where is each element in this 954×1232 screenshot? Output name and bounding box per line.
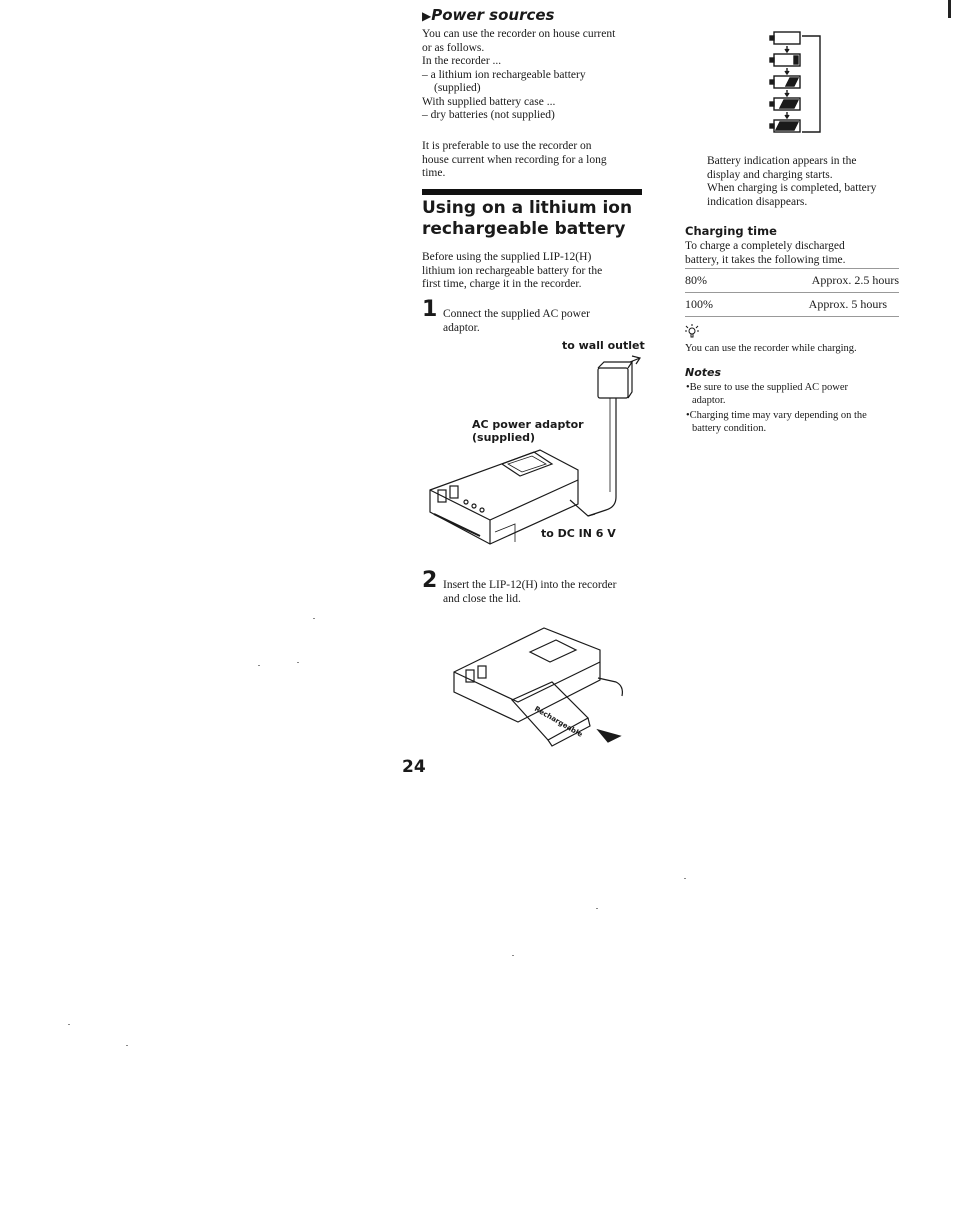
label-dc-in: to DC IN 6 V [541, 527, 616, 540]
intro-line: With supplied battery case ... [422, 95, 556, 108]
tip-text: You can use the recorder while charging. [685, 343, 857, 354]
preference-paragraph [422, 140, 652, 181]
step-1-text [443, 308, 653, 335]
intro-line: In the recorder ... [422, 55, 502, 67]
step-2-number: 2 [422, 568, 438, 593]
step-1-line: adaptor. [443, 321, 480, 334]
preference-line: time. [422, 167, 446, 179]
page-edge-mark [948, 0, 951, 18]
preference-line: It is preferable to use the recorder on [422, 140, 592, 152]
battery-three-bar-icon [770, 98, 800, 110]
before-line: lithium ion rechargeable battery for the [422, 264, 603, 277]
notes-title: Notes [685, 366, 722, 379]
scan-speck [126, 1045, 128, 1046]
section-label-text: Power sources [431, 6, 555, 24]
scan-speck [258, 665, 260, 666]
step-1-line: Connect the supplied AC power [443, 308, 590, 320]
charging-paragraph [685, 240, 905, 267]
battery-line: indication disappears. [707, 195, 808, 208]
table-cell-level: 80% [685, 269, 781, 293]
battery-full-icon [770, 120, 800, 132]
battery-indicator-sequence [768, 28, 828, 138]
before-line: first time, charge it in the recorder. [422, 278, 582, 290]
tip-lightbulb-icon [684, 323, 700, 339]
table-row [685, 293, 899, 317]
scan-speck [684, 878, 686, 879]
section-heading [422, 198, 632, 240]
triangle-bullet-icon: ▶ [422, 9, 432, 23]
scan-speck [512, 955, 514, 956]
intro-line: – a lithium ion rechargeable battery [422, 68, 586, 81]
intro-line: – dry batteries (not supplied) [422, 109, 555, 121]
table-cell-time: Approx. 5 hours [781, 293, 899, 317]
section-label-power-sources [422, 6, 555, 25]
step-2-line: Insert the LIP-12(H) into the recorder [443, 579, 617, 591]
scan-speck [313, 618, 315, 619]
list-item: •Charging time may vary depending on the battery condition. [686, 410, 867, 434]
table-cell-level: 100% [685, 293, 781, 317]
scan-speck [68, 1024, 70, 1025]
intro-line: (supplied) [434, 82, 481, 94]
table-cell-time: Approx. 2.5 hours [781, 269, 899, 293]
list-item: •Be sure to use the supplied AC power adaptor. [686, 382, 849, 406]
battery-one-bar-icon [770, 54, 800, 66]
intro-paragraph [422, 28, 652, 123]
page-number: 24 [402, 757, 426, 777]
table-row [685, 269, 899, 293]
preference-line: house current when recording for a long [422, 153, 607, 166]
battery-line: display and charging starts. [707, 168, 833, 181]
label-ac-adaptor-line: (supplied) [472, 431, 536, 444]
scan-speck [297, 662, 299, 663]
label-wall-outlet: to wall outlet [562, 339, 645, 352]
recorder-adaptor-illustration [420, 352, 645, 552]
battery-paragraph [707, 155, 917, 209]
intro-line: You can use the recorder on house current [422, 28, 616, 40]
battery-empty-icon [770, 32, 800, 44]
heading-line: rechargeable battery [422, 219, 626, 239]
heading-line: Using on a lithium ion [422, 198, 633, 218]
step-1-number: 1 [422, 297, 438, 322]
battery-label-text: Rechargeable [533, 704, 584, 739]
battery-line: When charging is completed, battery [707, 182, 877, 194]
label-ac-adaptor-line: AC power adaptor [472, 418, 584, 431]
charging-line: battery, it takes the following time. [685, 253, 846, 266]
battery-line: Battery indication appears in the [707, 155, 857, 167]
charging-line: To charge a completely discharged [685, 240, 845, 252]
step-2-text [443, 579, 658, 606]
before-line: Before using the supplied LIP-12(H) [422, 251, 592, 263]
notes-list [686, 381, 906, 435]
intro-line: or as follows. [422, 41, 485, 54]
scan-speck [596, 908, 598, 909]
heading-rule [422, 189, 642, 195]
battery-two-bar-icon [770, 76, 800, 88]
battery-insert-illustration [448, 622, 638, 752]
charging-time-table [685, 268, 899, 317]
step-2-line: and close the lid. [443, 592, 521, 605]
before-paragraph [422, 251, 652, 292]
charging-time-title: Charging time [685, 224, 777, 238]
